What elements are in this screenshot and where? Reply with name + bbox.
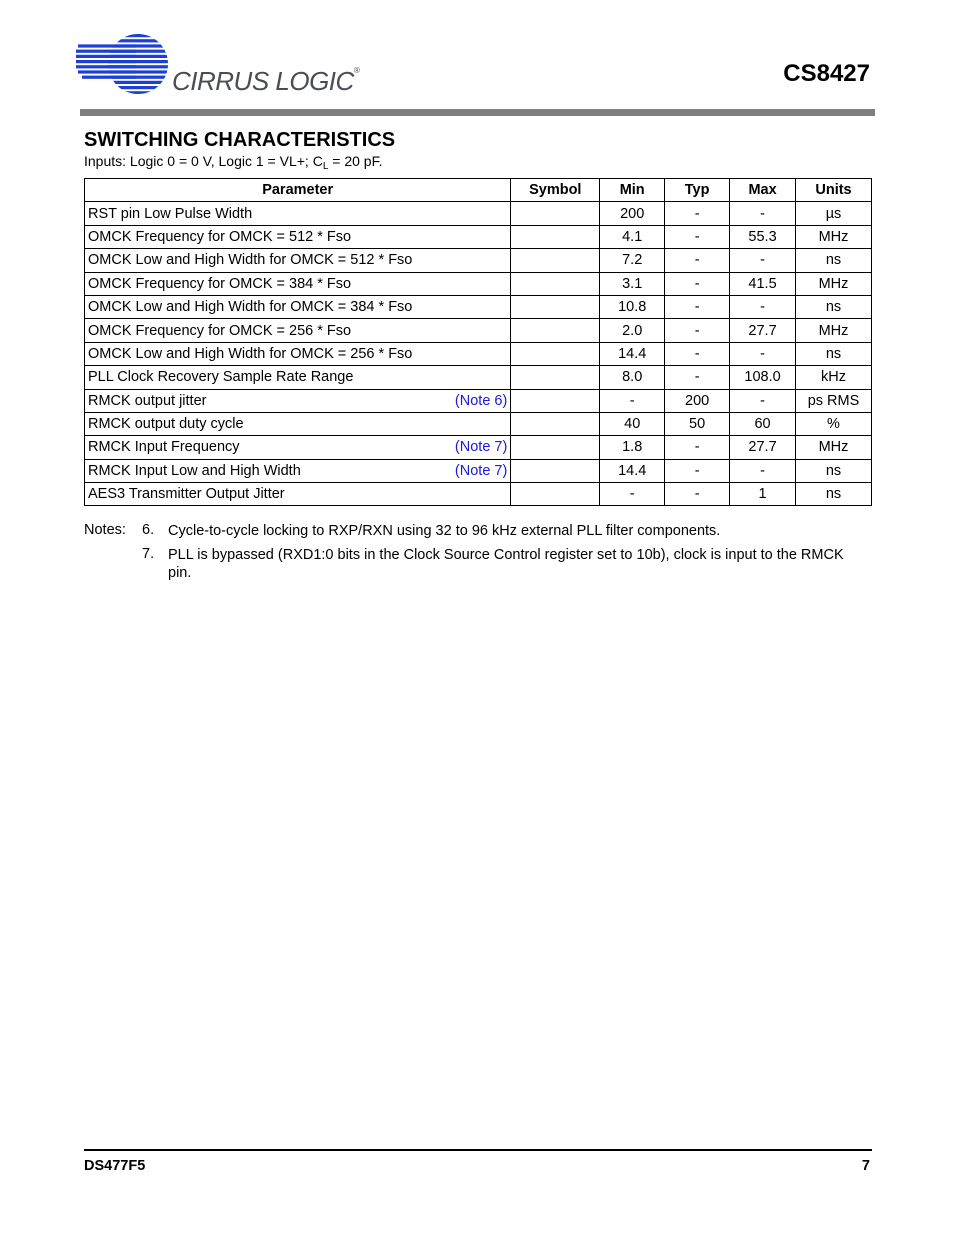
- table-row: [85, 272, 872, 295]
- cell-symbol: [511, 412, 600, 435]
- cell-symbol: [511, 225, 600, 248]
- note-reference-link[interactable]: (Note 7): [454, 439, 508, 456]
- cell-symbol: [511, 366, 600, 389]
- cell-min: 40: [600, 412, 665, 435]
- cell-units: MHz: [796, 225, 872, 248]
- note-text: PLL is bypassed (RXD1:0 bits in the Clock Source Control register set to 10b), clock is input to the RMCK pin.: [168, 547, 844, 581]
- cell-typ: -: [665, 295, 730, 318]
- parameter-label: OMCK Frequency for OMCK = 384 * Fso: [88, 275, 352, 292]
- cell-parameter: [85, 412, 511, 435]
- cell-units: MHz: [796, 319, 872, 342]
- parameter-label: RMCK output duty cycle: [88, 416, 244, 433]
- cell-symbol: [511, 272, 600, 295]
- cell-typ: 50: [665, 412, 730, 435]
- cell-min: 4.1: [600, 225, 665, 248]
- cell-min: -: [600, 389, 665, 412]
- note-number: 6.: [142, 522, 155, 538]
- cell-units: kHz: [796, 366, 872, 389]
- cell-typ: -: [665, 225, 730, 248]
- cell-max: 27.7: [730, 436, 796, 459]
- cell-min: 3.1: [600, 272, 665, 295]
- cell-parameter: [85, 319, 511, 342]
- cell-min: 8.0: [600, 366, 665, 389]
- cell-max: -: [730, 459, 796, 482]
- header-max: Max: [730, 179, 796, 202]
- table-row: [85, 436, 872, 459]
- cell-typ: -: [665, 366, 730, 389]
- cell-typ: -: [665, 436, 730, 459]
- cell-units: MHz: [796, 272, 872, 295]
- notes-label: Notes:: [84, 522, 126, 538]
- header-parameter: Parameter: [85, 179, 511, 202]
- cell-max: -: [730, 295, 796, 318]
- switching-characteristics-table: [84, 178, 872, 506]
- parameter-label: OMCK Low and High Width for OMCK = 512 * Fso: [88, 252, 413, 269]
- cell-symbol: [511, 249, 600, 272]
- cell-units: µs: [796, 202, 872, 225]
- cell-parameter: [85, 366, 511, 389]
- cell-units: ns: [796, 342, 872, 365]
- parameter-label: RST pin Low Pulse Width: [88, 205, 253, 222]
- parameter-label: RMCK Input Frequency: [88, 439, 240, 456]
- cell-typ: -: [665, 459, 730, 482]
- cell-min: 1.8: [600, 436, 665, 459]
- cell-max: -: [730, 342, 796, 365]
- table-row: [85, 412, 872, 435]
- cell-parameter: [85, 202, 511, 225]
- footer-rule: [84, 1149, 872, 1151]
- parameter-label: AES3 Transmitter Output Jitter: [88, 486, 285, 503]
- cell-max: 55.3: [730, 225, 796, 248]
- cell-min: 14.4: [600, 459, 665, 482]
- cell-units: ns: [796, 249, 872, 272]
- cell-min: 200: [600, 202, 665, 225]
- cell-symbol: [511, 319, 600, 342]
- cell-parameter: [85, 272, 511, 295]
- cell-min: 10.8: [600, 295, 665, 318]
- table-row: [85, 483, 872, 506]
- cell-min: 14.4: [600, 342, 665, 365]
- parameter-label: OMCK Frequency for OMCK = 512 * Fso: [88, 228, 352, 245]
- cell-max: 108.0: [730, 366, 796, 389]
- cell-parameter: [85, 295, 511, 318]
- cell-parameter: [85, 483, 511, 506]
- cell-typ: -: [665, 342, 730, 365]
- cell-typ: -: [665, 202, 730, 225]
- header-units: Units: [796, 179, 872, 202]
- parameter-label: OMCK Low and High Width for OMCK = 256 * Fso: [88, 345, 413, 362]
- section-title: SWITCHING CHARACTERISTICS: [84, 129, 396, 151]
- cell-parameter: [85, 459, 511, 482]
- cell-max: -: [730, 389, 796, 412]
- cell-units: ns: [796, 295, 872, 318]
- cell-max: 27.7: [730, 319, 796, 342]
- header-symbol: Symbol: [511, 179, 600, 202]
- cell-units: MHz: [796, 436, 872, 459]
- cell-parameter: [85, 225, 511, 248]
- cell-min: 7.2: [600, 249, 665, 272]
- parameter-label: PLL Clock Recovery Sample Rate Range: [88, 369, 354, 386]
- cell-symbol: [511, 295, 600, 318]
- cell-parameter: [85, 436, 511, 459]
- cell-units: %: [796, 412, 872, 435]
- document-id: DS477F5: [84, 1158, 146, 1174]
- cell-max: -: [730, 202, 796, 225]
- table-row: [85, 295, 872, 318]
- table-row: [85, 225, 872, 248]
- parameter-label: OMCK Low and High Width for OMCK = 384 * Fso: [88, 299, 413, 316]
- parameter-label: RMCK output jitter: [88, 392, 207, 409]
- note-reference-link[interactable]: (Note 6): [454, 392, 508, 409]
- cell-symbol: [511, 483, 600, 506]
- parameter-label: OMCK Frequency for OMCK = 256 * Fso: [88, 322, 352, 339]
- cell-min: 2.0: [600, 319, 665, 342]
- header-min: Min: [600, 179, 665, 202]
- table-row: [85, 249, 872, 272]
- table-row: [85, 202, 872, 225]
- table-header-row: [85, 179, 872, 202]
- table-row: [85, 366, 872, 389]
- cell-units: ps RMS: [796, 389, 872, 412]
- cell-typ: 200: [665, 389, 730, 412]
- cell-units: ns: [796, 459, 872, 482]
- cell-symbol: [511, 342, 600, 365]
- parameter-label: RMCK Input Low and High Width: [88, 462, 301, 479]
- table-row: [85, 319, 872, 342]
- cell-max: 41.5: [730, 272, 796, 295]
- cell-max: 60: [730, 412, 796, 435]
- cell-symbol: [511, 389, 600, 412]
- note-reference-link[interactable]: (Note 7): [454, 462, 508, 479]
- page-number: 7: [861, 1158, 870, 1174]
- cell-symbol: [511, 436, 600, 459]
- cell-max: 1: [730, 483, 796, 506]
- cell-typ: -: [665, 483, 730, 506]
- test-conditions: Inputs: Logic 0 = 0 V, Logic 1 = VL+; $C_L = 20$ pF.: [84, 153, 383, 172]
- cell-typ: -: [665, 319, 730, 342]
- cell-typ: -: [665, 249, 730, 272]
- table-row: [85, 342, 872, 365]
- cell-parameter: [85, 342, 511, 365]
- cell-symbol: [511, 459, 600, 482]
- header-rule: [80, 109, 875, 116]
- cell-symbol: [511, 202, 600, 225]
- header-typ: Typ: [665, 179, 730, 202]
- cell-typ: -: [665, 272, 730, 295]
- cell-units: ns: [796, 483, 872, 506]
- table-row: [85, 459, 872, 482]
- cell-max: -: [730, 249, 796, 272]
- table-row: [85, 389, 872, 412]
- logo-wordmark: CIRRUS LOGIC®: [172, 66, 360, 96]
- cell-min: -: [600, 483, 665, 506]
- note-text: Cycle-to-cycle locking to RXP/RXN using 32 to 96 kHz external PLL filter components.: [168, 523, 721, 539]
- cell-parameter: [85, 249, 511, 272]
- note-number: 7.: [142, 546, 155, 562]
- part-number: CS8427: [783, 60, 870, 87]
- cell-parameter: [85, 389, 511, 412]
